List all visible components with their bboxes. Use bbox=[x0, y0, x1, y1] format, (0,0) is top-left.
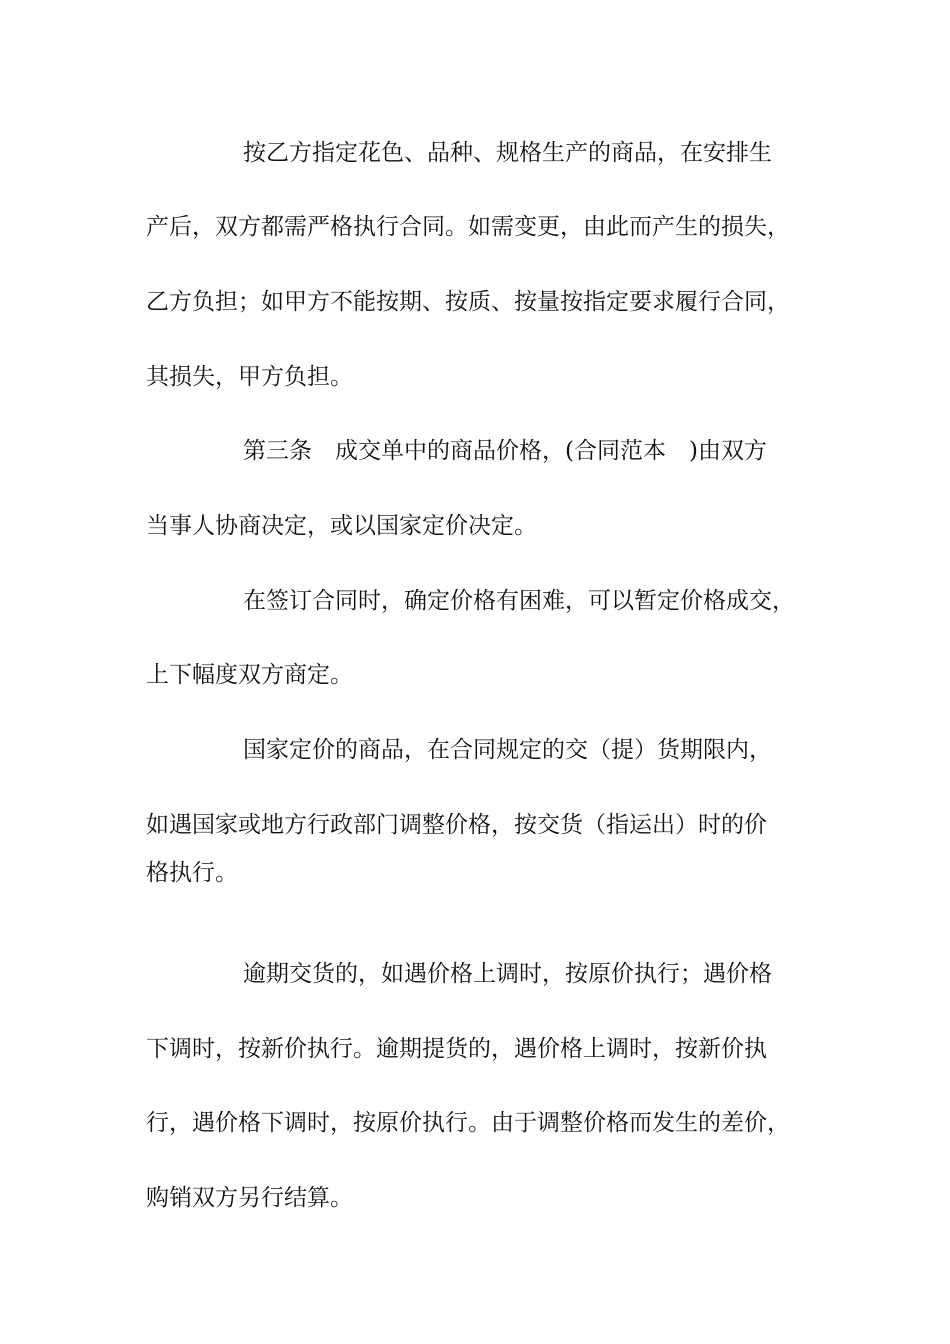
text-line-1: 按乙方指定花色、品种、规格生产的商品，在安排生 bbox=[243, 140, 772, 166]
text-line-5: 第三条 成交单中的商品价格，(合同范本 )由双方 bbox=[243, 438, 767, 464]
text-line-10: 如遇国家或地方行政部门调整价格，按交货（指运出）时的价 bbox=[146, 812, 767, 838]
text-line-14: 行，遇价格下调时，按原价执行。由于调整价格而发生的差价， bbox=[146, 1110, 790, 1136]
text-line-8: 上下幅度双方商定。 bbox=[146, 662, 353, 688]
text-line-12: 逾期交货的，如遇价格上调时，按原价执行；遇价格 bbox=[243, 961, 772, 987]
text-line-11: 格执行。 bbox=[146, 860, 238, 886]
text-line-2: 产后，双方都需严格执行合同。如需变更，由此而产生的损失， bbox=[146, 214, 790, 240]
text-line-9: 国家定价的商品，在合同规定的交（提）货期限内， bbox=[243, 737, 772, 763]
text-line-4: 其损失，甲方负担。 bbox=[146, 364, 353, 390]
text-line-3: 乙方负担；如甲方不能按期、按质、按量按指定要求履行合同， bbox=[146, 289, 790, 315]
text-line-15: 购销双方另行结算。 bbox=[146, 1185, 353, 1211]
text-line-13: 下调时，按新价执行。逾期提货的，遇价格上调时，按新价执 bbox=[146, 1036, 767, 1062]
text-line-7: 在签订合同时，确定价格有困难，可以暂定价格成交， bbox=[243, 588, 795, 614]
text-line-6: 当事人协商决定，或以国家定价决定。 bbox=[146, 513, 537, 539]
